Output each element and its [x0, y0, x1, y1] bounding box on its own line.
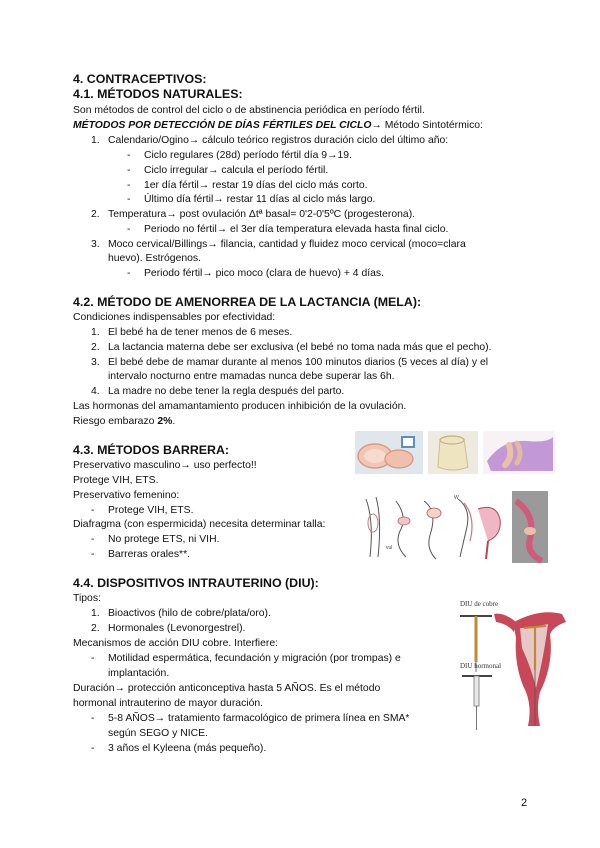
bullet-dash: -	[91, 505, 95, 516]
detect-rest: → Método Sintotérmico:	[371, 120, 483, 131]
subsection-title-diu: 4.4. DISPOSITIVOS INTRAUTERINO (DIU):	[73, 576, 319, 590]
sub-item-cont: implantación.	[108, 668, 170, 679]
list-item: Hormonales (Levonorgestrel).	[108, 623, 246, 634]
diaphragm: Diafragma (con espermicida) necesita determinar talla:	[73, 519, 326, 530]
sub-item-cont: según SEGO y NICE.	[108, 728, 208, 739]
subsection-title-naturales: 4.1. MÉTODOS NATURALES:	[73, 87, 243, 101]
bullet-dash: -	[91, 653, 95, 664]
list-number: 2.	[91, 209, 100, 220]
female-condom: Preservativo femenino:	[73, 490, 180, 501]
subsection-title-mela: 4.2. MÉTODO DE AMENORREA DE LA LACTANCIA (MELA):	[73, 295, 422, 309]
diaphragm-insertion-diagrams	[360, 491, 548, 563]
duration-text: Duración→ protección anticonceptiva hasta 5 AÑOS. Es el método	[73, 683, 381, 694]
list-number: 4.	[91, 386, 100, 397]
diaphragm-photo	[355, 431, 423, 474]
sub-item: 5-8 AÑOS→ tratamiento farmacológico de primera línea en SMA*	[108, 713, 410, 724]
detect-bold: MÉTODOS POR DETECCIÓN DE DÍAS FÉRTILES DEL CICLO	[73, 120, 372, 131]
bullet-dash: -	[91, 549, 95, 560]
list-item-cont: huevo). Estrógenos.	[108, 253, 201, 264]
page-number: 2	[521, 797, 528, 809]
list-item: El bebé debe de mamar durante al menos 100 minutos diarios (5 veces al día) y el	[108, 357, 489, 368]
sub-item: Protege VIH, ETS.	[108, 505, 194, 516]
sub-item: Ciclo regulares (28d) período fértil día 9→19.	[144, 150, 352, 161]
list-item: Calendario/Ogino→ cálculo teórico registros duración ciclo del último año:	[108, 135, 449, 146]
dental-dam-photo	[483, 431, 555, 474]
sub-item: 3 años el Kyleena (más pequeño).	[108, 743, 267, 754]
sub-item: Motilidad espermática, fecundación y migración (por trompas) e	[108, 653, 401, 664]
detect-line	[73, 119, 483, 132]
bullet-dash: -	[127, 268, 131, 279]
label-diu-hormonal: DIU hormonal	[460, 662, 502, 670]
svg-text:vul: vul	[386, 545, 393, 551]
list-item: Temperatura→ post ovulación Δtª basal= 0'2-0'5ºC (progesterona).	[108, 209, 416, 220]
sub-item: Barreras orales**.	[108, 549, 191, 560]
sub-item: 1er día fértil→ restar 19 días del ciclo más corto.	[144, 180, 368, 191]
list-item: La madre no debe tener la regla después del parto.	[108, 386, 345, 397]
sub-item: Ciclo irregular→ calcula el período fértil.	[144, 165, 329, 176]
list-number: 2.	[91, 623, 100, 634]
risk-suffix: .	[172, 416, 176, 427]
hormones-text: Las hormonas del amamantamiento producen inhibición de la ovulación.	[73, 401, 407, 412]
risk-prefix: Riesgo embarazo	[73, 416, 158, 427]
list-number: 1.	[91, 608, 100, 619]
risk-value: 2%	[157, 416, 173, 427]
types-label: Tipos:	[73, 593, 101, 604]
iud-illustration	[456, 598, 568, 734]
label-diu-cobre: DIU de cobre	[460, 600, 499, 608]
male-protect: Protege VIH, ETS.	[73, 475, 159, 486]
bullet-dash: -	[127, 165, 131, 176]
mechanism-text: Mecanismos de acción DIU cobre. Interfiere:	[73, 638, 279, 649]
bullet-dash: -	[91, 534, 95, 545]
duration-text-cont: hormonal intrauterino de mayor duración.	[73, 698, 264, 709]
risk-text	[73, 415, 175, 428]
list-item: La lactancia materna debe ser exclusiva (el bebé no toma nada más que el pecho).	[108, 342, 492, 353]
list-number: 3.	[91, 239, 100, 250]
list-number: 1.	[91, 327, 100, 338]
subsection-title-barrera: 4.3. MÉTODOS BARRERA:	[73, 443, 230, 457]
sub-item: Último día fértil→ restar 11 días al ciclo más largo.	[144, 194, 376, 205]
male-condom: Preservativo masculino→ uso perfecto!!	[73, 460, 257, 471]
female-condom-photo	[428, 431, 478, 474]
bullet-dash: -	[127, 194, 131, 205]
section-title: 4. CONTRACEPTIVOS:	[73, 72, 207, 86]
bullet-dash: -	[127, 180, 131, 191]
mela-intro: Condiciones indispensables por efectividad:	[73, 312, 276, 323]
list-item: Bioactivos (hilo de cobre/plata/oro).	[108, 608, 271, 619]
sub-item: Periodo no fértil→ el 3er día temperatura elevada hasta final ciclo.	[144, 224, 449, 235]
list-number: 1.	[91, 135, 100, 146]
sub-item: Periodo fértil→ pico moco (clara de huevo) + 4 días.	[144, 268, 384, 279]
bullet-dash: -	[127, 224, 131, 235]
list-item-cont: intervalo nocturno entre mamadas nunca debe superar las 6h.	[108, 371, 395, 382]
svg-text:W: W	[454, 495, 459, 501]
bullet-dash: -	[91, 713, 95, 724]
sub-item: No protege ETS, ni VIH.	[108, 534, 220, 545]
bullet-dash: -	[127, 150, 131, 161]
list-item: Moco cervical/Billings→ filancia, cantidad y fluidez moco cervical (moco=clara	[108, 239, 466, 250]
intro-text: Son métodos de control del ciclo o de abstinencia periódica en período fértil.	[73, 105, 425, 116]
bullet-dash: -	[91, 743, 95, 754]
list-number: 2.	[91, 342, 100, 353]
list-item: El bebé ha de tener menos de 6 meses.	[108, 327, 293, 338]
list-number: 3.	[91, 357, 100, 368]
